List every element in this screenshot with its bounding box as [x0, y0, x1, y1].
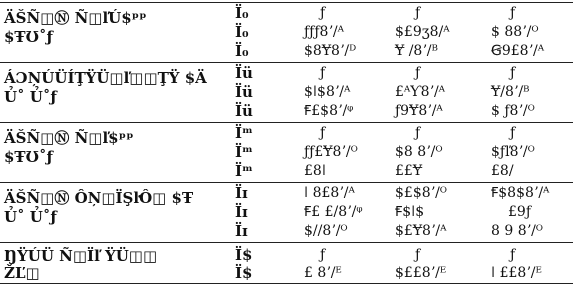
cell-col2: $8 8ʼ/ᴼ [395, 144, 443, 160]
cell-col1: ƒ [320, 5, 326, 21]
cell-col2: $££8ʼ/ᴱ [395, 265, 447, 281]
cell-col2: $£9ʒ8/ᴬ [395, 24, 450, 40]
row-symbol: Ï₀ [235, 23, 249, 41]
cell-col3: ƒ [510, 5, 516, 21]
group-label-line2: ŽĽ◫ [4, 264, 40, 282]
cell-col2: Ɏ /8ʼ/ᴮ [395, 43, 438, 59]
cell-col3: ƒ [510, 125, 516, 141]
cell-col1: ƒ [320, 125, 326, 141]
row-symbol: Ï$ [235, 264, 253, 282]
cell-col1: ǀ 8£8ʼ/ᴬ [304, 185, 355, 201]
row-symbol: Ïɪ [235, 222, 248, 240]
table-top-rule [0, 2, 573, 3]
cell-col1: £8ǀ [304, 163, 326, 179]
cell-col1: ƒ [320, 247, 326, 263]
cell-col2: Ꞙ$ǀ$ [395, 204, 425, 220]
group-divider [0, 242, 573, 243]
group-label-line2: Ủ˚ Ủ˚ƒ [4, 208, 57, 226]
group-divider [0, 62, 573, 63]
group-divider [0, 182, 573, 183]
row-symbol: Ïü [235, 83, 253, 101]
cell-col1: £ 8ʼ/ᴱ [304, 265, 342, 281]
row-symbol: Ï₀ [235, 4, 249, 22]
group-label-line2: $ŦƱ˚ƒ [4, 28, 53, 46]
group-label-line1: ŊŸÚÜ Ñ◫Ïľ ŸÜ◫◫ [4, 247, 158, 265]
cell-col3: ƒ [510, 247, 516, 263]
cell-col1: Ꞙ£ £/8ʼ/ᵠ [304, 204, 363, 220]
cell-col3: Ꞡ9£8ʼ/ᴬ [491, 43, 545, 59]
row-symbol: Ïᵐ [235, 162, 253, 180]
cell-col2: ƒ9Ɏ8ʼ/ᴬ [395, 103, 443, 119]
cell-col2: $£$8ʼ/ᴼ [395, 185, 448, 201]
row-symbol: Ïɪ [235, 184, 248, 202]
cell-col3: ƒ [510, 65, 516, 81]
cell-col1: $8Ɏ8ʼ/ᴰ [304, 43, 357, 59]
cell-col2: ££Ɏ [395, 163, 423, 179]
cell-col3: Ꞙ$8$8ʼ/ᴬ [491, 185, 550, 201]
row-symbol: Ïɪ [235, 203, 248, 221]
row-symbol: Ïᵐ [235, 143, 253, 161]
cell-col3: £8/ [491, 163, 514, 179]
group-label-line1: ÄŠÑ◫Ⓝ ÔŅ◫ÏŞŀÔ◫ $Ŧ [4, 189, 194, 207]
cell-col2: ƒ [415, 5, 421, 21]
cell-col3: $ ƒ8ʼ/ᴼ [491, 103, 535, 119]
cell-col3: ǀ ££8ʼ/ᴱ [491, 265, 542, 281]
row-symbol: Ïᵐ [235, 124, 253, 142]
table-bottom-rule [0, 283, 573, 284]
cell-col1: ƒ [320, 65, 326, 81]
cell-col2: ƒ [415, 65, 421, 81]
cell-col2: ƒ [415, 125, 421, 141]
row-symbol: Ï$ [235, 246, 253, 264]
group-label-line2: $ŦƱ˚ƒ [4, 148, 53, 166]
cell-col1: ƒƒ£Ɏ8ʼ/ᴼ [304, 144, 358, 160]
group-label-line1: ÄŠÑ◫Ⓝ Ñ◫ľÚ$ᵖᵖ [4, 9, 147, 27]
cell-col1: ƒƒƒ8ʼ/ᴬ [304, 24, 344, 40]
cell-col3: Ɏ/8ʼ/ᴮ [491, 84, 530, 100]
group-label-line2: Ủ˚ Ủ˚ƒ [4, 88, 57, 106]
cell-col2: £ᴬƳ8ʼ/ᴬ [395, 84, 446, 100]
cell-col3: $ƒľ8ʼ/ᴼ [491, 144, 535, 160]
group-label-line1: ÄŠÑ◫Ⓝ Ñ◫ľ$ᵖᵖ [4, 129, 134, 147]
cell-col1: Ꞙ£$8ʼ/ᵠ [304, 103, 354, 119]
row-symbol: Ïü [235, 102, 253, 120]
cell-col3: £9ƒ [508, 204, 531, 220]
cell-col1: $//8ʼ/ᴼ [304, 223, 348, 239]
cell-col2: $£Ɏ8ʼ/ᴬ [395, 223, 447, 239]
row-symbol: Ï₀ [235, 42, 249, 60]
cell-col2: ƒ [415, 247, 421, 263]
row-symbol: Ïü [235, 64, 253, 82]
group-label-line1: ÁƆŅÚÜÍŢŸÜ◫ľ◫◫ŢŸ $Ä [4, 69, 207, 87]
cell-col3: $ 88ʼ/ᴼ [491, 24, 539, 40]
group-divider [0, 122, 573, 123]
cell-col1: $ǀ$8ʼ/ᴬ [304, 84, 351, 100]
cell-col3: 8 9 8ʼ/ᴼ [491, 223, 544, 239]
